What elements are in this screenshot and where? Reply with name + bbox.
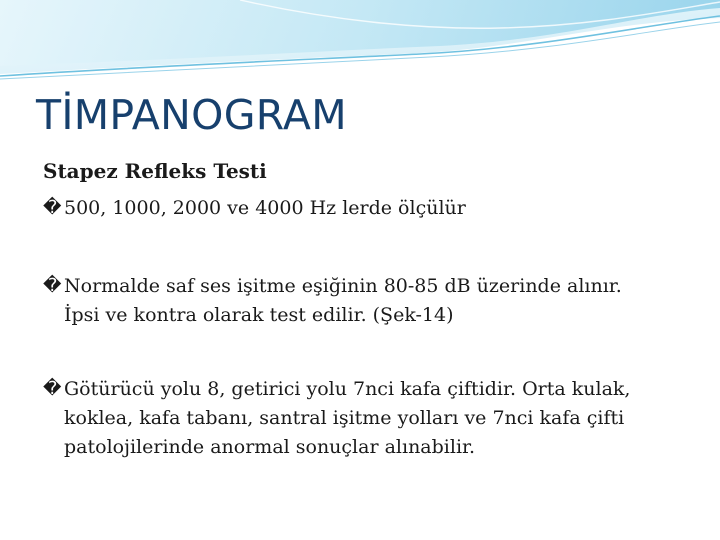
bullet-marker-icon: � <box>43 378 62 399</box>
bullet-text: Normalde saf ses işitme eşiğinin 80-85 dB üzerinde alınır. İpsi ve kontra olarak test edilir. (Şek-14) <box>64 275 622 326</box>
slide-subtitle: Stapez Refleks Testi <box>43 159 267 183</box>
bullet-text: 500, 1000, 2000 ve 4000 Hz lerde ölçülür <box>64 197 466 219</box>
bullet-marker-icon: � <box>43 275 62 296</box>
header-wave-decoration <box>0 0 720 90</box>
bullet-marker-icon: � <box>43 197 62 218</box>
bullet-text: Götürücü yolu 8, getirici yolu 7nci kafa çiftidir. Orta kulak, koklea, kafa tabanı, santral işitme yolları ve 7nci kafa çifti patolojilerinde anormal sonuçlar alınabilir. <box>64 378 631 458</box>
bullet-item <box>43 375 653 462</box>
bullet-item <box>43 272 653 330</box>
bullet-item <box>43 194 653 223</box>
slide-title: TİMPANOGRAM <box>36 91 347 139</box>
